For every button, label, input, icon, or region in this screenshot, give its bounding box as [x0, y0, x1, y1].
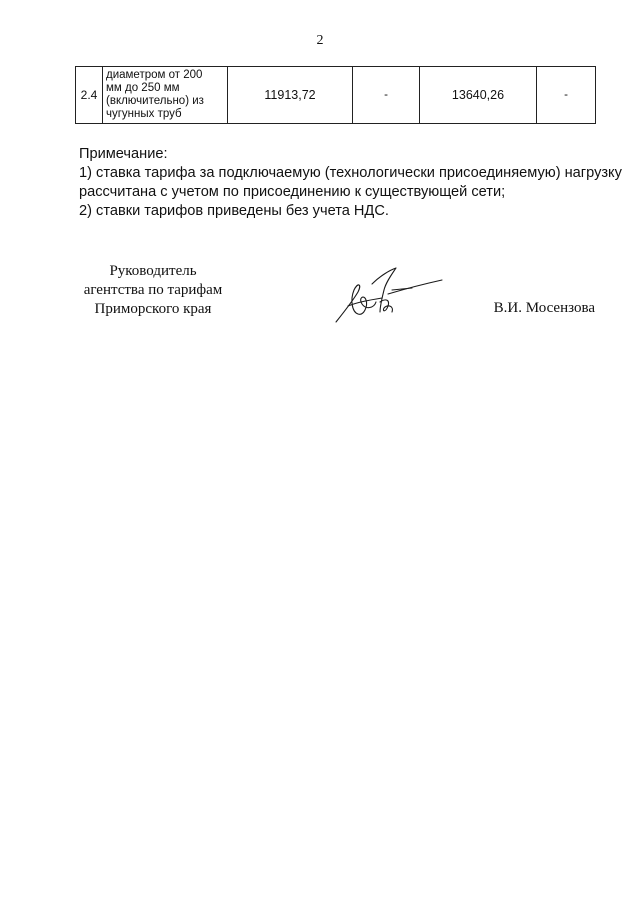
- description-line: мм до 250 мм: [106, 82, 180, 94]
- position-line: Руководитель: [109, 263, 197, 279]
- note-line: 1) ставка тарифа за подключаемую (технологически присоединяемую) нагрузку: [79, 165, 622, 181]
- value-cell-2: -: [353, 67, 420, 124]
- table-row: [76, 67, 596, 124]
- position-line: агентства по тарифам: [83, 282, 223, 298]
- signatory-position: [78, 262, 228, 319]
- position-line: Приморского края: [94, 301, 212, 317]
- description-line: чугунных труб: [106, 108, 182, 120]
- tariff-table: [75, 66, 596, 124]
- note-line: 2) ставки тарифов приведены без учета НДС.: [79, 203, 389, 219]
- signer-name: В.И. Мосензова: [493, 300, 595, 316]
- handwritten-signature: [328, 262, 448, 330]
- value-cell-3: 13640,26: [420, 67, 537, 124]
- value-cell-4: -: [537, 67, 596, 124]
- page-number: 2: [316, 33, 324, 48]
- note-heading: Примечание:: [79, 146, 168, 162]
- value-cell-1: 11913,72: [228, 67, 353, 124]
- note-section: [79, 145, 622, 221]
- row-number-cell: 2.4: [76, 67, 103, 124]
- description-line: (включительно) из: [106, 95, 204, 107]
- row-description-cell: [103, 67, 228, 124]
- description-line: диаметром от 200: [106, 69, 203, 81]
- note-line: рассчитана с учетом по присоединению к существующей сети;: [79, 184, 506, 200]
